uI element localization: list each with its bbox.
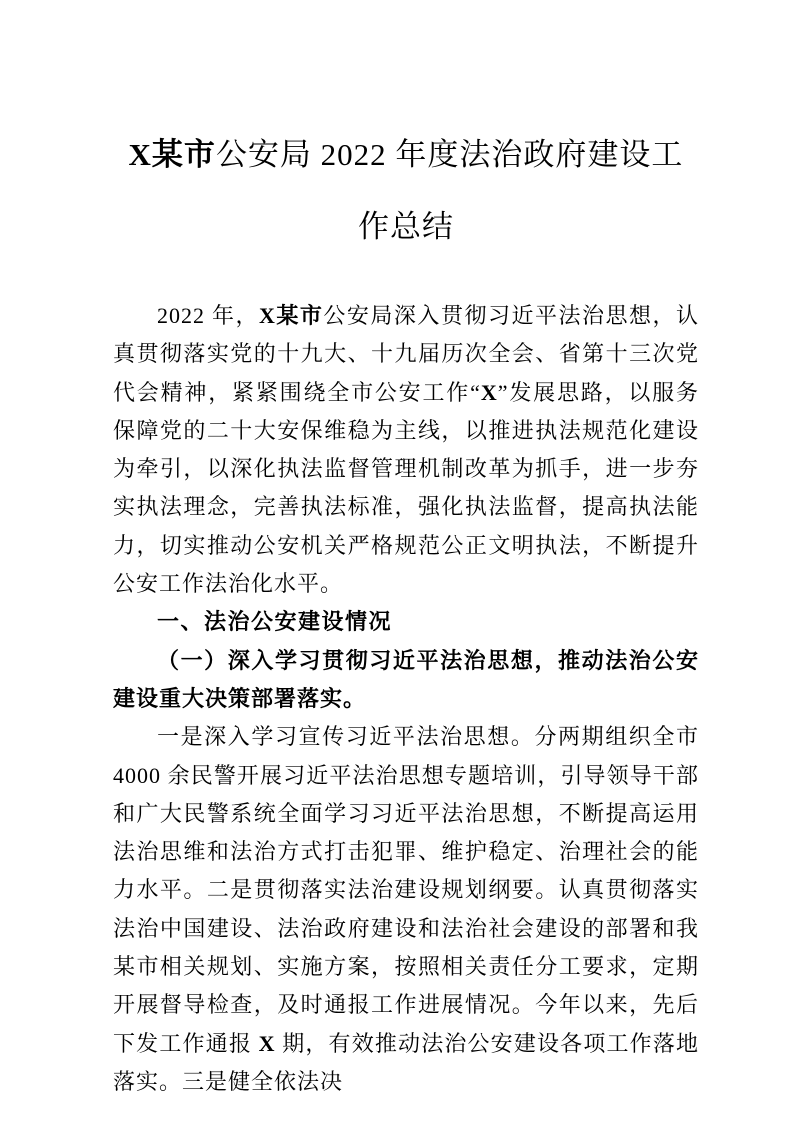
text-run: ”发展思路，以服务 保障党的二十大安保维稳为主线，以推进执法规范化建设为牵引，以深化执法监督管理机制改革为抓手，进一步夯实执法理念，完善执法标准，强化执法监督，提高执法能力，切实推动公安机关严格规范公正文明执法，不断提升公安工作法治化水平。 bbox=[113, 379, 699, 597]
heading-text: （一）深入学习贯彻习近平法治思想，推动法治公安建设重大决策部署落实。 bbox=[113, 647, 699, 711]
text-run: 公安局深入贯彻习近平法治思想，认真贯彻落实党的十九大、十九届历次全会、省第十三次党代会精神，紧紧围绕全市公安工作“ bbox=[113, 303, 699, 405]
text-run-bold: X某市 bbox=[259, 303, 324, 328]
text-run-bold: X bbox=[480, 379, 498, 405]
text-run: 2022 年， bbox=[157, 303, 260, 328]
title-run: 公安局 2022 年度法治政府建设工作总结 bbox=[215, 137, 684, 244]
text-run-bold: X bbox=[258, 1030, 276, 1056]
paragraph-intro bbox=[113, 297, 699, 603]
heading-text: 一、法治公安建设情况 bbox=[157, 609, 393, 635]
text-run: 一是深入学习宣传习近平法治思想。分两期组织全市 4000 余民警开展习近平法治思想专题培训，引导领导干部和广大民警系统全面学习习近平法治思想，不断提高运用法治思维和法治方式打击犯罪、维护稳定、治理社会的能力水平。二是贯彻落实法治建设规划纲要。认真贯彻落实法治中国建设、法治政府建设和法治社会建设的部署和我某市相关规划、实施方案，按照相关责任分工要求，定期开展督导检查，及时通报工作进展情况。今年以来，先后下发工作通报 bbox=[113, 724, 699, 1056]
text-run: 期，有效推动法治公安建设各项工作落地落实。三是健全依法决 bbox=[113, 1030, 699, 1094]
title-run-bold: X某市 bbox=[128, 137, 216, 172]
section-heading-1 bbox=[113, 603, 699, 641]
sub-heading-1-1 bbox=[113, 642, 699, 719]
paragraph-body bbox=[113, 718, 699, 1101]
document-title bbox=[113, 119, 699, 263]
